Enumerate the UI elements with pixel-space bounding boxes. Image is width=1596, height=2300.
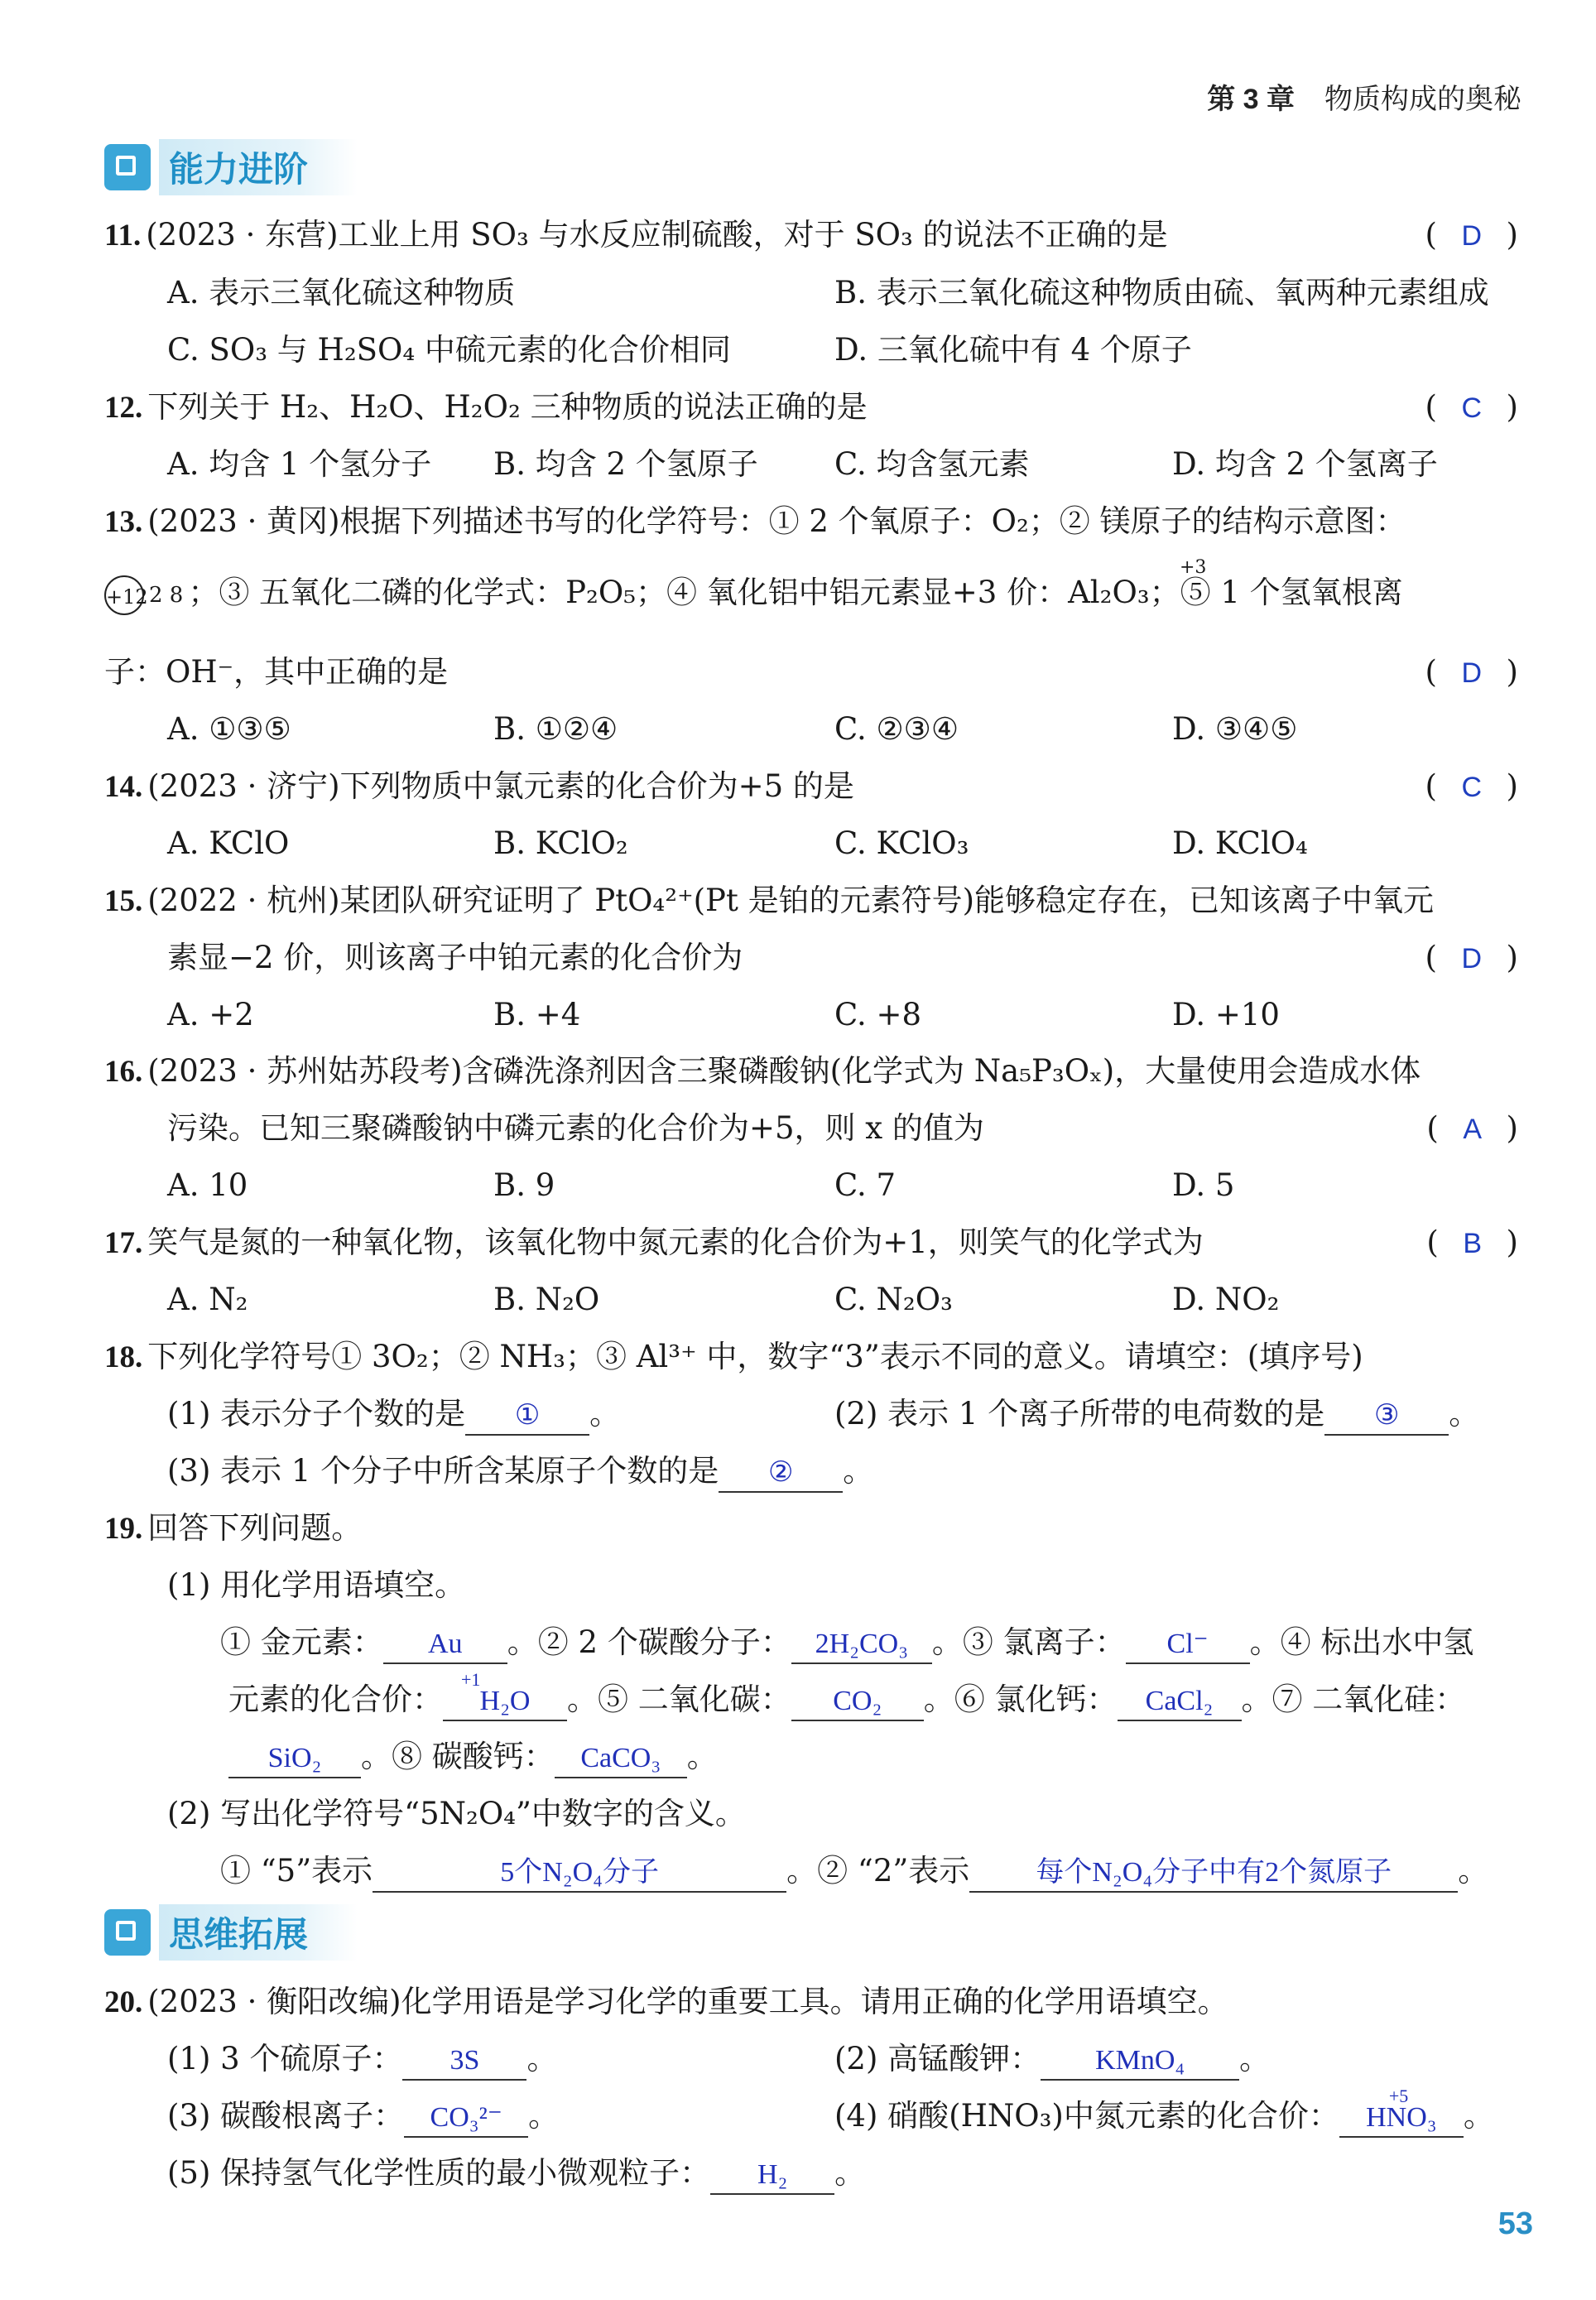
option-c: C. KClO₃: [834, 825, 969, 861]
prompt: ① 金元素：: [220, 1624, 383, 1660]
option-d: D. 三氧化硫中有 4 个原子: [834, 332, 1192, 368]
prompt: (2) 表示 1 个离子所带的电荷数的是: [834, 1396, 1325, 1431]
page-number: 53: [1497, 2206, 1533, 2241]
q13-stem-2: [104, 557, 1520, 617]
q19-stem: [104, 1507, 1520, 1551]
answer-box: ( D ): [1425, 940, 1520, 975]
option-d: D. 5: [1172, 1167, 1235, 1203]
q15-stem-1: [104, 879, 1520, 923]
question-text: (2022 · 杭州)某团队研究证明了 PtO₄²⁺(Pt 是铂的元素符号)能够稳定存在，已知该离子中氧元: [147, 883, 1435, 918]
q19-part2-line: [104, 1850, 1520, 1893]
q19-part1-line2: [104, 1669, 1520, 1721]
option-a: A. 均含 1 个氢分子: [167, 446, 432, 482]
answer: D: [1461, 657, 1484, 689]
question-text: (2023 · 东营)工业上用 SO₃ 与水反应制硫酸，对于 SO₃ 的说法不正确的是: [146, 217, 1168, 253]
fill-blank[interactable]: 3S: [402, 2043, 526, 2081]
question-text: 笑气是氮的一种氧化物，该氧化物中氮元素的化合价为+1，则笑气的化学式为: [147, 1225, 1204, 1260]
fill-blank[interactable]: CaCO₃: [555, 1740, 687, 1778]
sub-question: (2) 写出化学符号“5N₂O₄”中数字的含义。: [167, 1796, 746, 1831]
option-a: A. KClO: [167, 825, 290, 861]
question-text: 回答下列问题。: [147, 1510, 363, 1546]
q16-stem-2: [104, 1107, 1520, 1150]
option-b: B. 9: [493, 1167, 555, 1203]
prompt: 。③ 氯离子：: [931, 1624, 1126, 1660]
question-number: 20.: [104, 1985, 143, 2019]
prompt: (2) 高锰酸钾：: [834, 2041, 1041, 2076]
question-number: 18.: [104, 1340, 143, 1374]
fill-blank[interactable]: Cl⁻: [1126, 1626, 1250, 1664]
fill-blank[interactable]: ①: [465, 1398, 589, 1436]
prompt: 。: [1458, 1853, 1489, 1889]
section-title: 能力进阶: [159, 139, 358, 195]
prompt: 。⑤ 二氧化碳：: [567, 1682, 791, 1717]
q18-part2: [834, 1393, 1479, 1436]
prompt: 。② “2”表示: [786, 1853, 970, 1889]
answer-box: ( D ): [1425, 654, 1520, 690]
answer-box: ( C ): [1425, 389, 1520, 425]
fill-blank[interactable]: CaCl₂: [1118, 1683, 1242, 1721]
option-a: A. N₂: [167, 1282, 248, 1317]
pencil-icon: [104, 1909, 151, 1956]
option-d: D. ③④⑤: [1172, 711, 1298, 747]
prompt: (1) 表示分子个数的是: [167, 1396, 466, 1431]
chapter-header: [1207, 76, 1521, 117]
option-a: A. +2: [167, 997, 254, 1032]
fill-blank[interactable]: H₂: [710, 2157, 834, 2195]
answer: D: [1461, 943, 1484, 974]
fill-blank[interactable]: [1339, 2086, 1464, 2138]
option-c: C. +8: [834, 997, 922, 1032]
question-text: ；③ 五氧化二磷的化学式：P₂O₅；④ 氧化铝中铝元素显+3 价：Al₂O₃；⑤ 1 个氢氧根离: [188, 575, 1403, 610]
option-c: C. 均含氢元素: [834, 446, 1030, 482]
valence-mark: +5: [1388, 2086, 1409, 2106]
prompt: 元素的化合价：: [228, 1682, 443, 1717]
option-a: A. ①③⑤: [167, 711, 291, 747]
answer: HNO₃: [1366, 2102, 1437, 2133]
answer: C: [1461, 772, 1484, 803]
answer-box: ( A ): [1426, 1110, 1520, 1146]
option-b: B. 表示三氧化硫这种物质由硫、氧两种元素组成: [834, 275, 1489, 310]
question-number: 14.: [104, 770, 143, 804]
q15-stem-2: [104, 936, 1520, 979]
question-text: (2023 · 衡阳改编)化学用语是学习化学的重要工具。请用正确的化学用语填空。: [147, 1984, 1228, 2019]
answer: C: [1461, 392, 1484, 424]
prompt: 。② 2 个碳酸分子：: [507, 1624, 791, 1660]
question-text: 下列化学符号① 3O₂；② NH₃；③ Al³⁺ 中，数字“3”表示不同的意义。请填空：(填序号): [147, 1339, 1363, 1374]
q13-stem-3: [104, 651, 1520, 694]
fill-blank[interactable]: KMnO₄: [1041, 2043, 1239, 2081]
prompt: 。⑦ 二氧化硅：: [1241, 1682, 1466, 1717]
valence-mark: +1: [461, 1669, 481, 1690]
question-number: 16.: [104, 1055, 143, 1089]
fill-blank[interactable]: ②: [719, 1455, 843, 1493]
q14-stem: [104, 765, 1520, 809]
fill-blank[interactable]: CO₃²⁻: [404, 2100, 528, 2138]
magnesium-nucleus: +12: [104, 575, 144, 615]
question-number: 13.: [104, 505, 143, 539]
sub-question: (1) 用化学用语填空。: [167, 1567, 466, 1603]
question-text: 污染。已知三聚磷酸钠中磷元素的化合价为+5，则 x 的值为: [167, 1110, 984, 1146]
section-ability: [104, 139, 358, 195]
prompt: 。: [686, 1739, 718, 1774]
prompt: 。④ 标出水中氢: [1249, 1624, 1474, 1660]
option-b: B. 均含 2 个氢原子: [493, 446, 758, 482]
period: 。: [589, 1396, 621, 1431]
section-title: 思维拓展: [159, 1904, 358, 1961]
q19-part1-line1: [104, 1621, 1520, 1664]
option-b: B. +4: [493, 997, 581, 1032]
prompt: (4) 硝酸(HNO₃)中氮元素的化合价：: [834, 2098, 1339, 2134]
fill-blank[interactable]: 5个N₂O₄分子: [373, 1855, 786, 1893]
prompt: (3) 碳酸根离子：: [167, 2098, 405, 2134]
prompt: (5) 保持氢气化学性质的最小微观粒子：: [167, 2155, 711, 2191]
option-d: D. NO₂: [1172, 1282, 1280, 1317]
answer: D: [1461, 220, 1484, 252]
answer-box: ( B ): [1426, 1225, 1520, 1260]
q16-stem-1: [104, 1050, 1520, 1094]
option-c: C. 7: [834, 1167, 897, 1203]
option-c: C. N₂O₃: [834, 1282, 953, 1317]
q19-part1-title: [104, 1564, 1520, 1607]
period: 。: [528, 2098, 560, 2134]
option-b: B. N₂O: [493, 1282, 600, 1317]
q19-part1-line3: [104, 1735, 1520, 1778]
answer: A: [1463, 1114, 1484, 1145]
chapter-title: 物质构成的奥秘: [1324, 84, 1521, 115]
fill-blank[interactable]: CO₂: [791, 1683, 924, 1721]
section-thinking: [104, 1904, 358, 1961]
q11-stem: [104, 214, 1520, 257]
q18-stem: [104, 1335, 1520, 1379]
option-b: B. ①②④: [493, 711, 618, 747]
option-c: C. ②③④: [834, 711, 959, 747]
pencil-icon: [104, 144, 151, 190]
question-number: 15.: [104, 884, 143, 918]
fill-blank[interactable]: ③: [1324, 1398, 1449, 1436]
period: 。: [1463, 2098, 1494, 2134]
question-number: 12.: [104, 391, 143, 425]
period: 。: [526, 2041, 558, 2076]
question-text: (2023 · 黄冈)根据下列描述书写的化学符号：① 2 个氧原子：O₂；② 镁原子的结构示意图：: [147, 503, 1406, 539]
fill-blank[interactable]: 2H₂CO₃: [791, 1626, 932, 1664]
question-text: 下列关于 H₂、H₂O、H₂O₂ 三种物质的说法正确的是: [147, 389, 868, 425]
prompt: ① “5”表示: [220, 1853, 373, 1889]
q12-stem: [104, 386, 1520, 430]
fill-blank[interactable]: [443, 1669, 567, 1721]
electron-shells: 2 8: [149, 582, 184, 608]
prompt: 。⑥ 氯化钙：: [923, 1682, 1118, 1717]
answer: B: [1463, 1228, 1484, 1259]
option-a: A. 10: [167, 1167, 248, 1203]
answer-box: ( C ): [1425, 768, 1520, 804]
period: 。: [1449, 1396, 1480, 1431]
question-number: 17.: [104, 1226, 143, 1260]
question-number: 19.: [104, 1512, 143, 1546]
answer: H₂O: [479, 1686, 531, 1716]
question-number: 11.: [104, 219, 142, 253]
question-text: (2023 · 苏州姑苏段考)含磷洗涤剂因含三聚磷酸钠(化学式为 Na₅P₃Oₓ)，大量使用会造成水体: [147, 1053, 1421, 1089]
valence-mark: +3: [1180, 557, 1207, 578]
option-c: C. SO₃ 与 H₂SO₄ 中硫元素的化合价相同: [167, 332, 731, 368]
fill-blank[interactable]: Au: [383, 1626, 507, 1664]
q13-stem-1: [104, 500, 1520, 544]
question-text: (2023 · 济宁)下列物质中氯元素的化合价为+5 的是: [147, 768, 854, 804]
prompt: 。⑧ 碳酸钙：: [361, 1739, 555, 1774]
prompt: (1) 3 个硫原子：: [167, 2041, 403, 2076]
prompt: (3) 表示 1 个分子中所含某原子个数的是: [167, 1453, 719, 1489]
chapter-number: 第 3 章: [1207, 84, 1295, 115]
q17-stem: [104, 1221, 1520, 1265]
q20-stem: [104, 1980, 1520, 2024]
option-d: D. +10: [1172, 997, 1280, 1032]
period: 。: [843, 1453, 874, 1489]
question-text: 子：OH⁻，其中正确的是: [104, 654, 449, 690]
question-text: 素显−2 价，则该离子中铂元素的化合价为: [167, 940, 743, 975]
fill-blank[interactable]: SiO₂: [228, 1740, 361, 1778]
answer-box: ( D ): [1425, 217, 1520, 253]
period: 。: [834, 2155, 866, 2191]
q18-part1: [167, 1393, 620, 1436]
option-b: B. KClO₂: [493, 825, 628, 861]
period: 。: [1239, 2041, 1271, 2076]
option-a: A. 表示三氧化硫这种物质: [167, 275, 516, 310]
option-d: D. 均含 2 个氢离子: [1172, 446, 1438, 482]
option-d: D. KClO₄: [1172, 825, 1308, 861]
fill-blank[interactable]: 每个N₂O₄分子中有2个氮原子: [969, 1855, 1458, 1893]
q19-part2-title: [104, 1792, 1520, 1836]
